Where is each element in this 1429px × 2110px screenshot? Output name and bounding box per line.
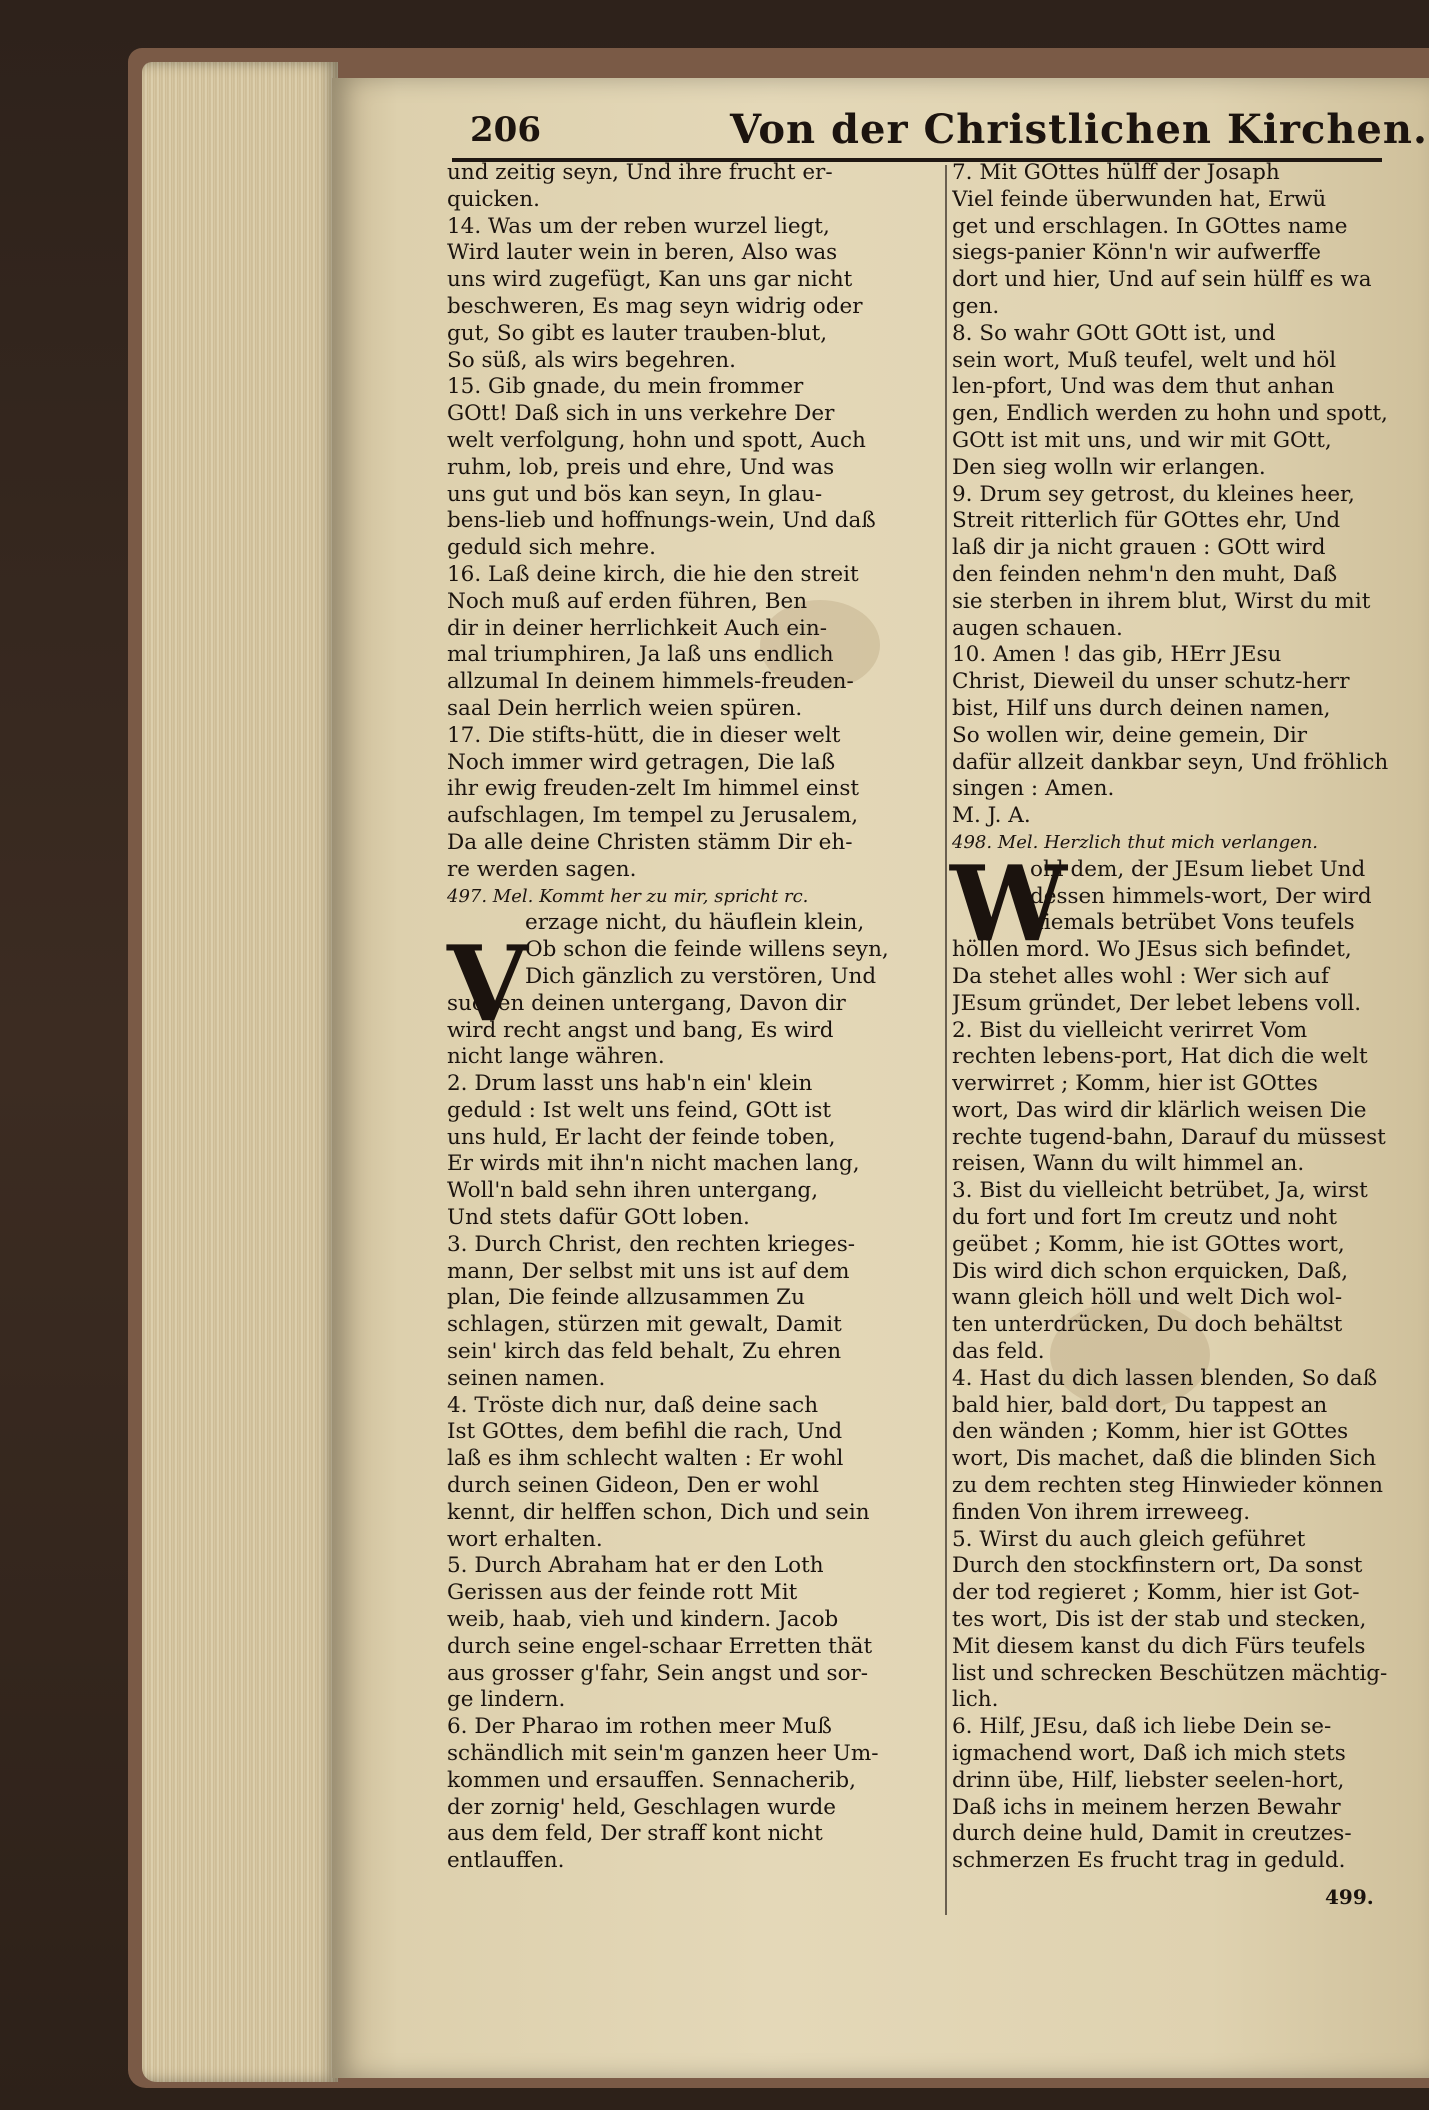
text-line: Ob schon die feinde willens seyn, [525, 937, 889, 963]
text-line: 6. Hilf, JEsu, daß ich liebe Dein se- [952, 1714, 1332, 1740]
text-line: aufschlagen, Im tempel zu Jerusalem, [447, 803, 859, 829]
text-line: das feld. [952, 1339, 1045, 1365]
text-line: wort, Das wird dir klärlich weisen Die [952, 1097, 1367, 1123]
text-line: 9. Drum sey getrost, du kleines heer, [952, 481, 1355, 507]
text-line: durch seinen Gideon, Den er wohl [447, 1473, 820, 1499]
text-line: rechten lebens-port, Hat dich die welt [952, 1044, 1368, 1070]
text-line: gen. [952, 293, 1000, 319]
text-line: der zornig' held, Geschlagen wurde [447, 1794, 836, 1820]
text-line: gen, Endlich werden zu hohn und spott, [952, 401, 1388, 427]
text-line: wann gleich höll und welt Dich wol- [952, 1285, 1343, 1311]
text-line: durch deine huld, Damit in creutzes- [952, 1821, 1352, 1847]
text-line: GOtt ist mit uns, und wir mit GOtt, [952, 427, 1332, 453]
text-line: geübet ; Komm, hie ist GOttes wort, [952, 1231, 1345, 1257]
column-divider [945, 165, 947, 1915]
text-line: finden Von ihrem irreweeg. [952, 1499, 1251, 1525]
text-line: siegs-panier Könn'n wir aufwerffe [952, 240, 1321, 266]
text-line: schmerzen Es frucht trag in geduld. [952, 1848, 1346, 1874]
text-line: 7. Mit GOttes hülff der Josaph [952, 160, 1280, 185]
text-line: bist, Hilf uns durch deinen namen, [952, 695, 1331, 721]
text-line: JEsum gründet, Der lebet lebens voll. [952, 990, 1362, 1016]
dropcap-initial: W [950, 842, 1067, 965]
text-line: mal triumphiren, Ja laß uns endlich [447, 642, 834, 668]
text-line: Wird lauter wein in beren, Also was [447, 240, 838, 266]
text-line: igmachend wort, Daß ich mich stets [952, 1741, 1346, 1767]
text-line: niemals betrübet Vons teufels [1030, 910, 1355, 936]
text-line: dafür allzeit dankbar seyn, Und fröhlich [952, 749, 1389, 775]
text-line: aus dem feld, Der straff kont nicht [447, 1821, 823, 1847]
text-line: len-pfort, Und was dem thut anhan [952, 374, 1335, 400]
text-line: list und schrecken Beschützen mächtig- [952, 1660, 1388, 1686]
text-line: wort, Dis machet, daß die blinden Sich [952, 1446, 1377, 1472]
left-hymn-497-text [447, 910, 935, 1875]
text-line: Viel feinde überwunden hat, Erwü [952, 186, 1327, 212]
text-line: dessen himmels-wort, Der wird [1030, 883, 1372, 909]
text-line: dir in deiner herrlichkeit Auch ein- [447, 615, 828, 641]
text-line: uns wird zugefügt, Kan uns gar nicht [447, 267, 853, 293]
text-line: zu dem rechten steg Hinwieder können [952, 1473, 1383, 1499]
text-line: du fort und fort Im creutz und noht [952, 1205, 1338, 1231]
text-line: Daß ichs in meinem herzen Bewahr [952, 1794, 1341, 1820]
text-line: Durch den stockfinstern ort, Da sonst [952, 1553, 1363, 1579]
text-line: 4. Hast du dich lassen blenden, So daß [952, 1365, 1378, 1391]
text-line: gut, So gibt es lauter trauben-blut, [447, 320, 828, 346]
text-line: und zeitig seyn, Und ihre frucht er- [447, 160, 833, 185]
right-text-column [952, 160, 1417, 1875]
text-line: beschweren, Es mag seyn widrig oder [447, 293, 863, 319]
text-line: Dis wird dich schon erquicken, Daß, [952, 1258, 1349, 1284]
text-line: rechte tugend-bahn, Darauf du müssest [952, 1124, 1386, 1150]
text-line: lich. [952, 1687, 999, 1713]
text-line: 3. Durch Christ, den rechten krieges- [447, 1231, 856, 1257]
text-line: augen schauen. [952, 615, 1123, 641]
text-line: weib, haab, vieh und kindern. Jacob [447, 1607, 839, 1633]
text-line: Christ, Dieweil du unser schutz-herr [952, 669, 1350, 695]
text-line: ten unterdrücken, Du doch behältst [952, 1312, 1343, 1338]
text-line: laß dir ja nicht grauen : GOtt wird [952, 535, 1326, 561]
text-line: laß es ihm schlecht walten : Er wohl [447, 1446, 844, 1472]
text-line: ohl dem, der JEsum liebet Und [1030, 856, 1366, 882]
text-line: der tod regieret ; Komm, hier ist Got- [952, 1580, 1360, 1606]
text-line: uns huld, Er lacht der feinde toben, [447, 1124, 836, 1150]
text-line: kommen und ersauffen. Sennacherib, [447, 1767, 856, 1793]
text-line: welt verfolgung, hohn und spott, Auch [447, 427, 866, 453]
text-line: mann, Der selbst mit uns ist auf dem [447, 1258, 850, 1284]
text-line: Noch muß auf erden führen, Ben [447, 588, 808, 614]
text-line: durch seine engel-schaar Erretten thät [447, 1633, 873, 1659]
page-number: 206 [470, 110, 541, 150]
text-line: sein wort, Muß teufel, welt und höl [952, 347, 1337, 373]
text-line: geduld sich mehre. [447, 535, 656, 561]
text-line: entlauffen. [447, 1848, 565, 1874]
text-line: Mit diesem kanst du dich Fürs teufels [952, 1633, 1366, 1659]
text-line: 2. Bist du vielleicht verirret Vom [952, 1017, 1308, 1043]
text-line: Streit ritterlich für GOttes ehr, Und [952, 508, 1341, 534]
text-line: 10. Amen ! das gib, HErr JEsu [952, 642, 1282, 668]
text-line: plan, Die feinde allzusammen Zu [447, 1285, 805, 1311]
text-line: sie sterben in ihrem blut, Wirst du mit [952, 588, 1371, 614]
right-hymn-text [952, 160, 1417, 830]
text-line: nicht lange währen. [447, 1044, 665, 1070]
text-line: Noch immer wird getragen, Die laß [447, 749, 836, 775]
text-line: reisen, Wann du wilt himmel an. [952, 1151, 1305, 1177]
text-line: 14. Was um der reben wurzel liegt, [447, 213, 830, 239]
text-line: ihr ewig freuden-zelt Im himmel einst [447, 776, 860, 802]
text-line: Er wirds mit ihn'n nicht machen lang, [447, 1151, 860, 1177]
text-line: 3. Bist du vielleicht betrübet, Ja, wirst [952, 1178, 1368, 1204]
text-line: erzage nicht, du häuflein klein, [525, 910, 865, 936]
text-line: wort erhalten. [447, 1526, 603, 1552]
text-line: Da stehet alles wohl : Wer sich auf [952, 963, 1329, 989]
text-line: aus grosser g'fahr, Sein angst und sor- [447, 1660, 869, 1686]
text-line: uns gut und bös kan seyn, In glau- [447, 481, 823, 507]
running-head-title: Von der Christlichen Kirchen. [730, 106, 1428, 153]
text-line: 16. Laß deine kirch, die hie den streit [447, 561, 859, 587]
text-line: dort und hier, Und auf sein hülff es wa [952, 267, 1372, 293]
text-line: ruhm, lob, preis und ehre, Und was [447, 454, 835, 480]
text-line: Und stets dafür GOtt loben. [447, 1205, 750, 1231]
text-line: re werden sagen. [447, 856, 637, 882]
right-hymn-498-text [952, 857, 1417, 1875]
hymn-heading-497: 497. Mel. Kommt her zu mir, spricht rc. [447, 885, 809, 907]
text-line: suchen deinen untergang, Davon dir [447, 990, 846, 1016]
text-line: quicken. [447, 186, 540, 212]
text-line: kennt, dir helffen schon, Dich und sein [447, 1499, 870, 1525]
text-line: So süß, als wirs begehren. [447, 347, 736, 373]
text-line: GOtt! Daß sich in uns verkehre Der [447, 401, 835, 427]
text-line: den wänden ; Komm, hier ist GOttes [952, 1419, 1349, 1445]
text-line: drinn übe, Hilf, liebster seelen-hort, [952, 1767, 1345, 1793]
text-line: höllen mord. Wo JEsus sich befindet, [952, 937, 1352, 963]
text-line: 8. So wahr GOtt GOtt ist, und [952, 320, 1276, 346]
text-line: sein' kirch das feld behalt, Zu ehren [447, 1339, 842, 1365]
catchword: 499. [1325, 1885, 1374, 1909]
text-line: 4. Tröste dich nur, daß deine sach [447, 1392, 819, 1418]
text-line: geduld : Ist welt uns feind, GOtt ist [447, 1097, 831, 1123]
text-line: 6. Der Pharao im rothen meer Muß [447, 1714, 832, 1740]
text-line: schändlich mit sein'm ganzen heer Um- [447, 1741, 879, 1767]
text-line: Ist GOttes, dem befihl die rach, Und [447, 1419, 843, 1445]
text-line: So wollen wir, deine gemein, Dir [952, 722, 1308, 748]
text-line: verwirret ; Komm, hier ist GOttes [952, 1071, 1318, 1097]
text-line: 2. Drum lasst uns hab'n ein' klein [447, 1071, 813, 1097]
text-line: ge lindern. [447, 1687, 566, 1713]
text-line: bald hier, bald dort, Du tappest an [952, 1392, 1328, 1418]
text-line: Dich gänzlich zu verstören, Und [525, 963, 877, 989]
text-line: saal Dein herrlich weien spüren. [447, 695, 803, 721]
text-line: 15. Gib gnade, du mein frommer [447, 374, 804, 400]
text-line: den feinden nehm'n den muht, Daß [952, 561, 1338, 587]
text-line: seinen namen. [447, 1365, 606, 1391]
left-hymn-text [447, 160, 935, 884]
text-line: Gerissen aus der feinde rott Mit [447, 1580, 798, 1606]
text-line: 5. Durch Abraham hat er den Loth [447, 1553, 824, 1579]
text-line: bens-lieb und hoffnungs-wein, Und daß [447, 508, 876, 534]
text-line: allzumal In deinem himmels-freuden- [447, 669, 854, 695]
text-line: 5. Wirst du auch gleich geführet [952, 1526, 1306, 1552]
dropcap-initial: V [447, 922, 528, 1045]
text-line: M. J. A. [952, 803, 1031, 829]
page-edges [142, 62, 338, 2082]
text-line: Woll'n bald sehn ihren untergang, [447, 1178, 819, 1204]
text-line: tes wort, Dis ist der stab und stecken, [952, 1607, 1367, 1633]
text-line: Da alle deine Christen stämm Dir eh- [447, 829, 853, 855]
hymn-heading-498: 498. Mel. Herzlich thut mich verlangen. [952, 831, 1319, 853]
text-line: Den sieg wolln wir erlangen. [952, 454, 1266, 480]
text-line: singen : Amen. [952, 776, 1115, 802]
text-line: 17. Die stifts-hütt, die in dieser welt [447, 722, 841, 748]
text-line: wird recht angst und bang, Es wird [447, 1017, 834, 1043]
text-line: schlagen, stürzen mit gewalt, Damit [447, 1312, 842, 1338]
text-line: get und erschlagen. In GOttes name [952, 213, 1348, 239]
